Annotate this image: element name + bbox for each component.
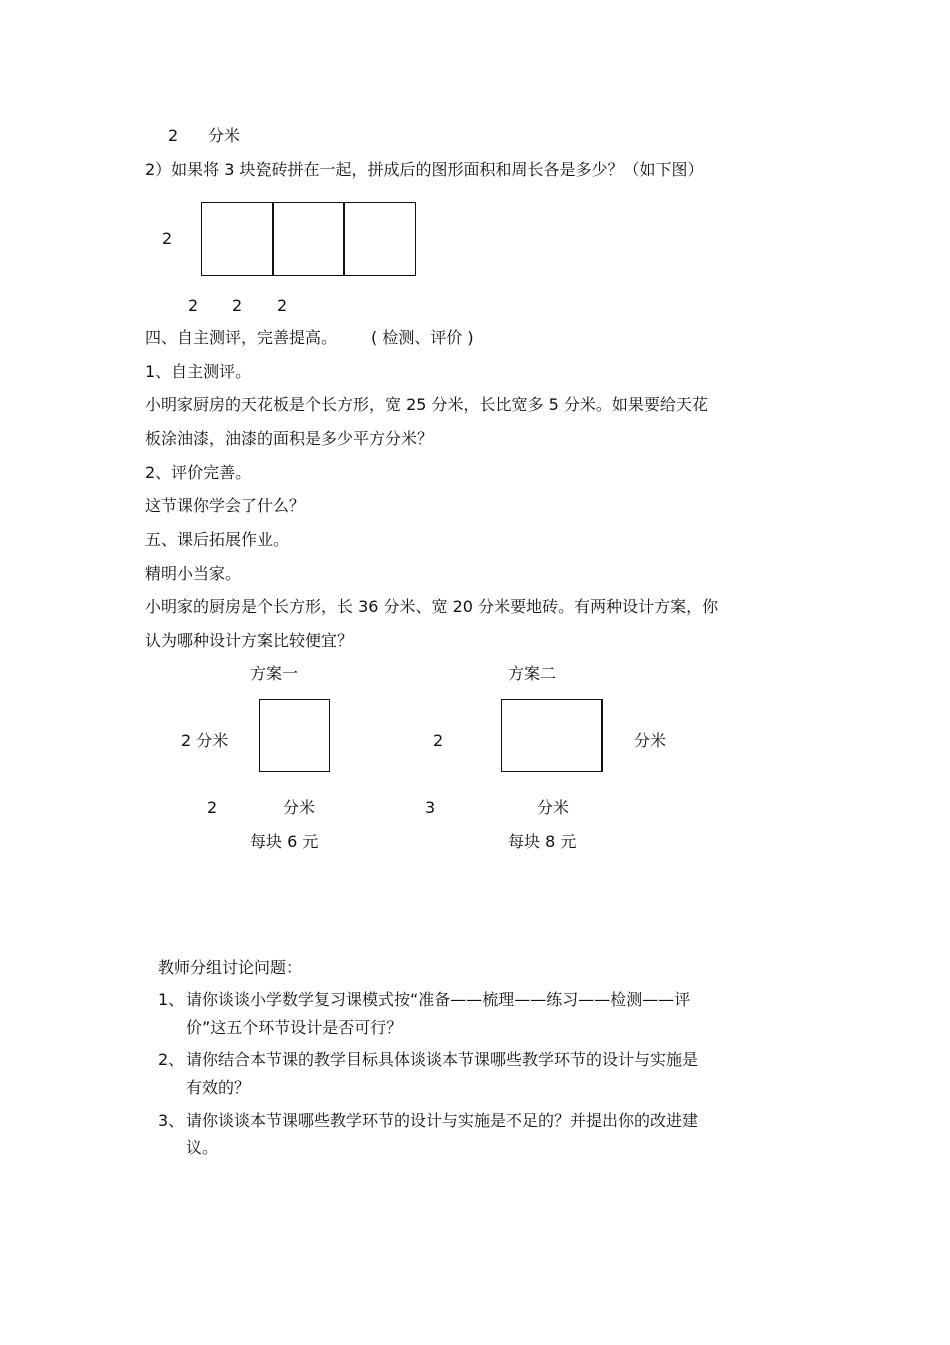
plan-1-bottom-unit: 分米 — [283, 798, 316, 817]
plan-2-title: 方案二 — [508, 664, 557, 683]
plan-2-bottom-unit: 分米 — [537, 798, 570, 817]
plan-1-bottom-number: 2 — [207, 798, 218, 817]
fig1-bottom-label-3: 2 — [277, 296, 288, 315]
section-5-title: 五、课后拓展作业。 — [145, 530, 290, 549]
discussion-2-line-2: 有效的？ — [186, 1078, 251, 1097]
fig1-side-label: 2 — [162, 229, 173, 248]
discussion-1-number: 1、 — [158, 990, 185, 1009]
three-tiles-figure — [201, 202, 416, 276]
plan-2-price: 每块 8 元 — [508, 832, 577, 851]
s5-problem-line-2: 认为哪种设计方案比较便宜？ — [145, 631, 354, 650]
discussion-3-number: 3、 — [158, 1111, 185, 1130]
s4-problem-line-2: 板涂油漆，油漆的面积是多少平方分米？ — [145, 429, 434, 448]
plan-2-bottom-number: 3 — [425, 798, 436, 817]
s4-item-2: 2、评价完善。 — [145, 463, 252, 482]
discussion-1-line-1: 请你谈谈小学数学复习课模式按“准备——梳理——练习——检测——评 — [186, 990, 691, 1009]
s5-problem-line-1: 小明家的厨房是个长方形，长 36 分米、宽 20 分米要地砖。有两种设计方案，你 — [145, 597, 719, 616]
discussion-2-number: 2、 — [158, 1050, 185, 1069]
section-4-title: 四、自主测评，完善提高。 — [145, 328, 338, 347]
fig1-bottom-label-2: 2 — [232, 296, 243, 315]
plan-1-price: 每块 6 元 — [250, 832, 319, 851]
plan-1-side-label: 2 分米 — [181, 731, 229, 750]
tile-divider-1 — [272, 202, 274, 276]
section-5-sub: 精明小当家。 — [145, 564, 242, 583]
plan-1-tile — [259, 699, 330, 772]
discussion-3-line-1: 请你谈谈本节课哪些教学环节的设计与实施是不足的？并提出你的改进建 — [186, 1111, 699, 1130]
s4-item-1: 1、自主测评。 — [145, 362, 252, 381]
section-4-note: ( 检测、评价 ) — [371, 328, 474, 347]
discussion-title: 教师分组讨论问题： — [158, 958, 303, 977]
s4-item-2-question: 这节课你学会了什么？ — [145, 496, 306, 515]
discussion-1-line-2: 价”这五个环节设计是否可行？ — [186, 1018, 403, 1037]
question-2: 2）如果将 3 块瓷砖拼在一起，拼成后的图形面积和周长各是多少？（如下图） — [145, 160, 704, 179]
top-unit: 分米 — [208, 126, 241, 145]
plan-2-side-unit: 分米 — [634, 731, 667, 750]
fig1-bottom-label-1: 2 — [188, 296, 199, 315]
tile-divider-2 — [343, 202, 345, 276]
discussion-2-line-1: 请你结合本节课的教学目标具体谈谈本节课哪些教学环节的设计与实施是 — [186, 1050, 699, 1069]
discussion-3-line-2: 议。 — [186, 1138, 219, 1157]
plan-2-side-number: 2 — [433, 731, 444, 750]
s4-problem-line-1: 小明家厨房的天花板是个长方形，宽 25 分米，长比宽多 5 分米。如果要给天花 — [145, 395, 708, 414]
top-number: 2 — [168, 126, 179, 145]
plan-2-tile — [501, 699, 603, 772]
plan-1-title: 方案一 — [250, 664, 299, 683]
